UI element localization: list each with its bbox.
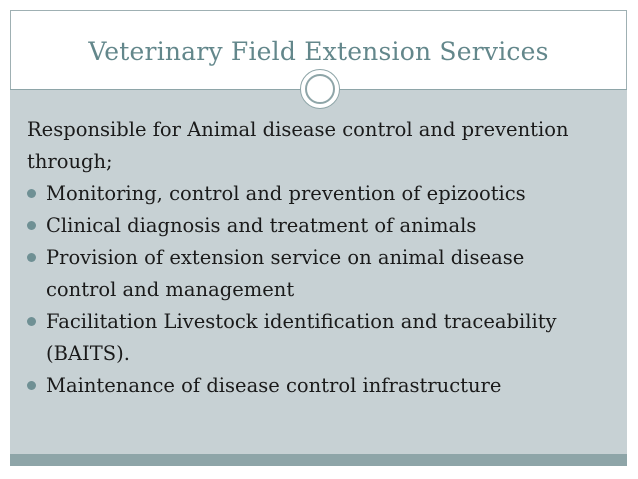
bullet-line: control and management	[46, 278, 295, 301]
bullet-line: (BAITS).	[46, 342, 130, 365]
bullet-line: Facilitation Livestock identification and traceability	[46, 310, 557, 333]
bullet-line: Monitoring, control and prevention of epizootics	[46, 182, 526, 205]
bullet-line: Provision of extension service on animal disease	[46, 246, 525, 269]
circle-bullet-icon	[27, 253, 36, 262]
circle-bullet-icon	[27, 189, 36, 198]
bullet-list	[27, 178, 617, 402]
intro-line: Responsible for Animal disease control and prevention	[27, 118, 569, 141]
bullet-line: Clinical diagnosis and treatment of animals	[46, 214, 477, 237]
footer-band	[10, 454, 627, 466]
slide-title: Veterinary Field Extension Services	[88, 37, 549, 66]
bullet-item	[27, 306, 617, 370]
intro-text	[27, 114, 617, 178]
bullet-item	[27, 370, 617, 402]
bullet-line: Maintenance of disease control infrastructure	[46, 374, 502, 397]
bullet-item	[27, 210, 617, 242]
circle-bullet-icon	[27, 381, 36, 390]
inner-circle	[305, 74, 335, 104]
bullet-item	[27, 178, 617, 210]
circle-bullet-icon	[27, 221, 36, 230]
intro-line: through;	[27, 150, 113, 173]
slide-body	[27, 114, 617, 402]
double-circle-ornament-icon	[300, 69, 340, 109]
bullet-item	[27, 242, 617, 306]
circle-bullet-icon	[27, 317, 36, 326]
